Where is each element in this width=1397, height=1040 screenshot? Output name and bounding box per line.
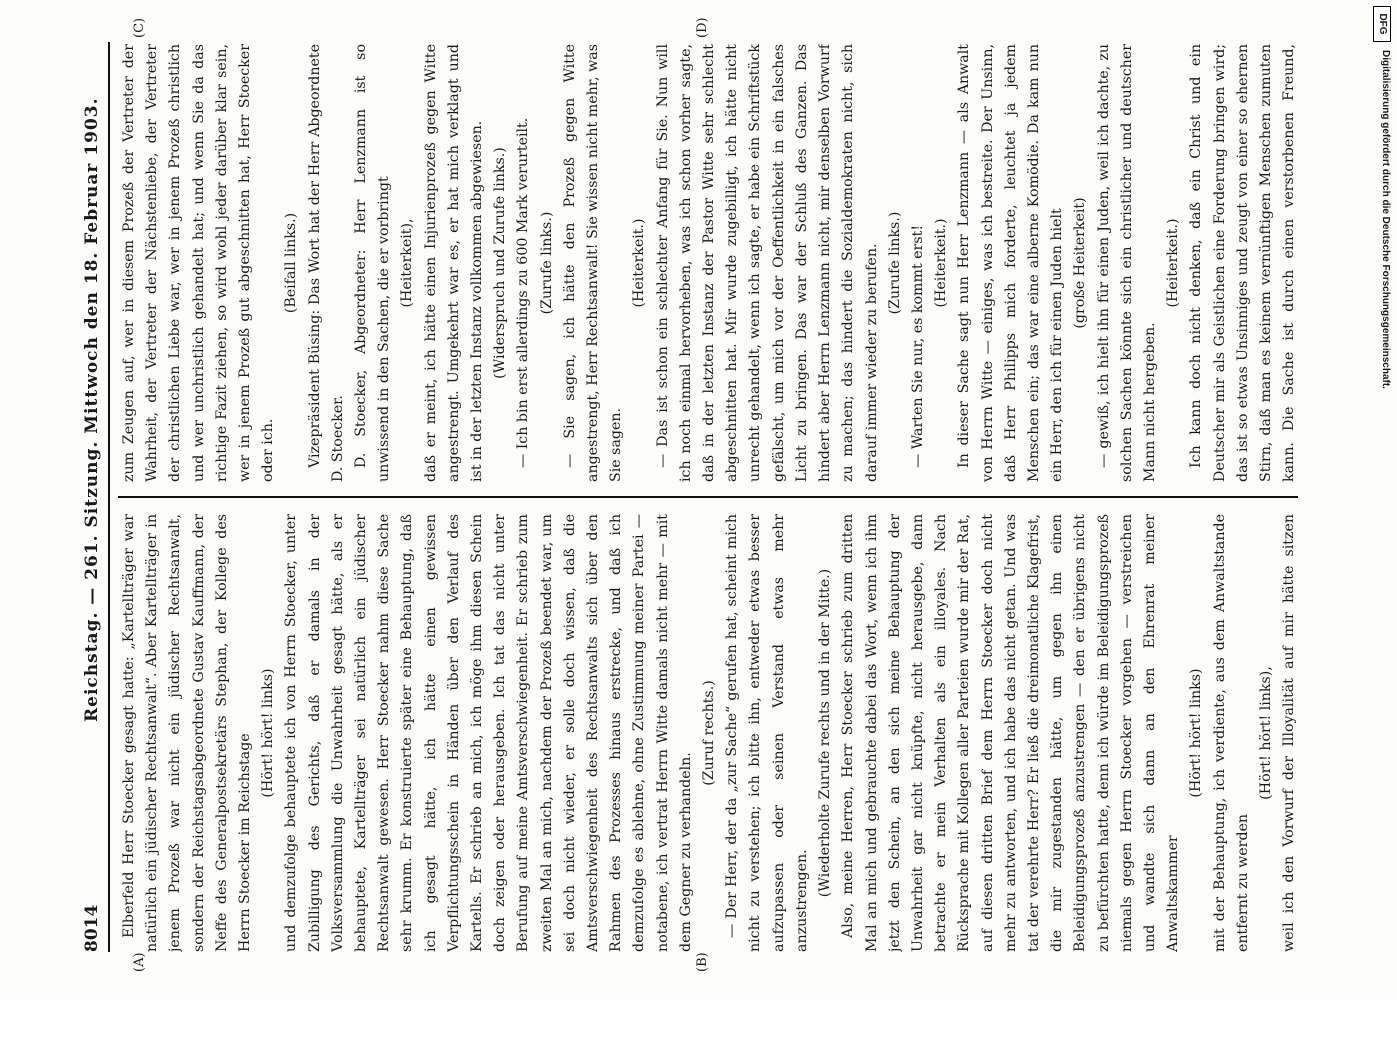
paragraph: Ich kann doch nicht denken, daß ein Christ und ein Deutscher mir als Geistlichen eine Forderung bringen wird; das ist so etwas Unsinniges und zeugt von einer so ehernen Stirn, daß man es keinem vernünftigen Menschen zumuten kann. Die Sache ist durch einen verstorbenen Freund,: [1188, 44, 1298, 482]
paragraph: Also, meine Herren, Herr Stoecker schrieb zum dritten Mal an mich und gebrauchte dabei das Wort, wenn ich ihm jetzt den Schein, an den sich meine Behauptung der Unwahrheit gar nicht knüpfte, nicht herausgebe, dann betrachte er mein Verhalten als ein illoyales. Nach Rücksprache mit Kollegen aller Parteien wurde mir der Rat, auf diesen dritten Brief dem Herrn Stoecker doch nicht mehr zu antworten, und ich habe das nicht getan. Und was tat der verehrte Herr? Er ließ die dreimonatliche Klagefrist, die mir zugestanden hätte, um gegen ihn einen Beleidigungsprozeß anzustrengen — den er übrigens nicht zu befürchten hatte, denn ich würde im Beleidigungsprozeß niemals gegen Herrn Stoecker vorgehen — verstreichen und wandte sich dann an den Ehrenrat meiner Anwaltskammer: [840, 514, 1182, 952]
interjection: (Heiterkeit.): [631, 218, 648, 308]
paragraph: In dieser Sache sagt nun Herr Lenzmann — als Anwalt von Herrn Witte — einiges, was ich bestreite. Der Unsinn, daß Herr Philipps mich forderte, leuchtet ja jedem Menschen ein; das war eine alberne Komödie. Da kam nun ein Herr, den ich für einen Juden hielt: [956, 44, 1066, 482]
paragraph: mit der Behauptung, ich verdiente, aus dem Anwaltstande entfernt zu werden: [1211, 514, 1251, 952]
margin-marker-b: (B): [695, 952, 710, 972]
paragraph: — Der Herr, der da „zur Sache“ gerufen hat, scheint mich nicht zu verstehen; ich bitte ihn, entweder etwas besser aufzupassen oder seinen Verstand etwas mehr anzustrengen.: [724, 514, 810, 952]
interjection: (Hört! hört! links),: [1257, 666, 1274, 800]
interjection: (Widerspruch und Zurufe links.): [492, 147, 509, 379]
paragraph: — gewiß, ich hielt ihn für einen Juden, weil ich dachte, zu solchen Sachen könnte sich ein christlicher und deutscher Mann nicht hergeben.: [1095, 44, 1158, 482]
interjection: (Zurufe links.): [538, 211, 555, 315]
paragraph: und demzufolge behauptete ich von Herrn Stoecker, unter Zubilligung des Gerichts, daß er damals in der Volksversammlung die Unwahrheit gesagt hätte, als er behauptete, Kartellträger sei natürlich ein jüdischer Rechtsanwalt gewesen. Herr Stoecker nahm diese Sache sehr krumm. Er konstruierte später eine Behauptung, daß ich gesagt hätte, ich hätte einen gewissen Verpflichtungsschein in Händen über den Verlauf des Kartells. Er schrieb an mich, ich möge ihm diesen Schein doch zeigen oder herausgeben. Ich tat das nicht unter Berufung auf meine Amtsverschwiegenheit. Er schrieb zum zweiten Mal an mich, nachdem der Prozeß beendet war, um sei doch nicht wieder, er solle doch wissen, daß die Amtsverschwiegenheit des Rechtsanwalts sich über den Rahmen des Prozesses hinaus erstrecke, und daß ich demzufolge es ablehne, ohne Zustimmung meiner Partei — notabene, ich vertrat Herrn Witte damals nicht mehr — mit dem Gegner zu verhandeln.: [283, 514, 694, 952]
interjection: (Heiterkeit),: [399, 218, 416, 308]
page-header: [78, 42, 110, 952]
paragraph: — Warten Sie nur, es kommt erst!: [909, 224, 926, 468]
dfg-logo: [1373, 6, 1391, 42]
speaker-intro: D. Stoecker, Abgeordneter: Herr Lenzmann ist so unwissend in den Sachen, die er vorbringt: [353, 44, 393, 482]
paragraph: — Das ist schon ein schlechter Anfang für Sie. Nun will ich noch einmal hervorheben, was ich schon vorher sagte, daß in der letzten Instanz der Pastor Witte sehr schlecht abgeschnitten hat. Mir wurde zugebilligt, ich hätte nicht unrecht gehandelt, wenn ich sagte, er habe ein Schriftstück gefälscht, um mich vor der Oeffentlichkeit in ein falsches Licht zu bringen. Das war der Schluß des Ganzen. Das hindert aber Herrn Lenzmann nicht, mir denselben Vorwurf zu machen; das hindert die Sozialdemokraten nicht, sich darauf immer wieder zu berufen.: [654, 44, 880, 482]
interjection: (Zuruf rechts.): [701, 680, 718, 786]
margin-marker-d: (D): [695, 17, 710, 38]
interjection: (Zurufe links.): [886, 211, 903, 315]
interjection: (Hört! hört! links): [260, 668, 277, 798]
margin-marker-a: (A): [132, 952, 147, 972]
paragraph: zum Zeugen auf, wer in diesem Prozeß der Vertreter der Wahrheit, der Vertreter der Nächstenliebe, der Vertreter der christlichen Liebe war, wer in jenem Prozeß christlich und wer unchristlich gehandelt hat; und wenn Sie da das richtige Fazit ziehen, so wird wohl jeder darüber klar sein, wer in jenem Prozeß gut abgeschnitten hat, Herr Stoecker oder ich.: [121, 44, 277, 482]
interjection: (große Heiterkeit): [1072, 197, 1089, 329]
credit-text: Digitalisierung gefördert durch die Deutsche Forschungsgemeinschaft.: [1380, 50, 1391, 389]
interjection: (Heiterkeit.): [1165, 218, 1182, 308]
interjection: (Beifall links.): [283, 212, 300, 314]
paragraph: — Sie sagen, ich hätte den Prozeß gegen Witte angestrengt, Herr Rechtsanwalt! Sie wissen nicht mehr, was Sie sagen.: [561, 44, 625, 482]
page-number: 8014: [82, 904, 102, 952]
margin-marker-c: (C): [132, 17, 147, 38]
running-head: Reichstag. — 261. Sitzung. Mittwoch den 18. Februar 1903.: [82, 97, 102, 722]
interjection: (Wiederholte Zurufe rechts und in der Mitte.): [817, 568, 834, 898]
speaker-intro: Vizepräsident Büsing: Das Wort hat der Herr Abgeordnete D. Stoecker.: [306, 44, 346, 482]
left-column: [118, 514, 1298, 952]
paragraph: — Ich bin erst allerdings zu 600 Mark verurteilt.: [515, 117, 532, 468]
right-column: [118, 44, 1298, 482]
interjection: (Hört! hört! links): [1188, 668, 1205, 798]
paragraph: daß er meint, ich hätte einen Injurienprozeß gegen Witte angestrengt. Umgekehrt war es, er hat mich verklagt und ist in der letzten Instanz vollkommen abgewiesen.: [422, 44, 486, 482]
interjection: (Heiterkeit.): [933, 218, 950, 308]
paragraph: weil ich den Vorwurf der Illoyalität auf mir hätte sitzen: [1281, 514, 1298, 952]
paragraph: Elberfeld Herr Stoecker gesagt hatte: „Kartellträger war natürlich ein jüdischer Rechtsanwalt“. Aber Kartellträger in jenem Prozeß war nicht ein jüdischer Rechtsanwalt, sondern der Reichstagsabgeordnete Gustav Kauffmann, der Neffe des Generalpostsekretärs Stephan, der Kollege des Herrn Stoecker im Reichstage: [121, 514, 254, 952]
column-divider: [118, 496, 1298, 498]
dfg-logo-text: DFG: [1377, 13, 1388, 35]
digitization-credit: [1375, 6, 1391, 996]
